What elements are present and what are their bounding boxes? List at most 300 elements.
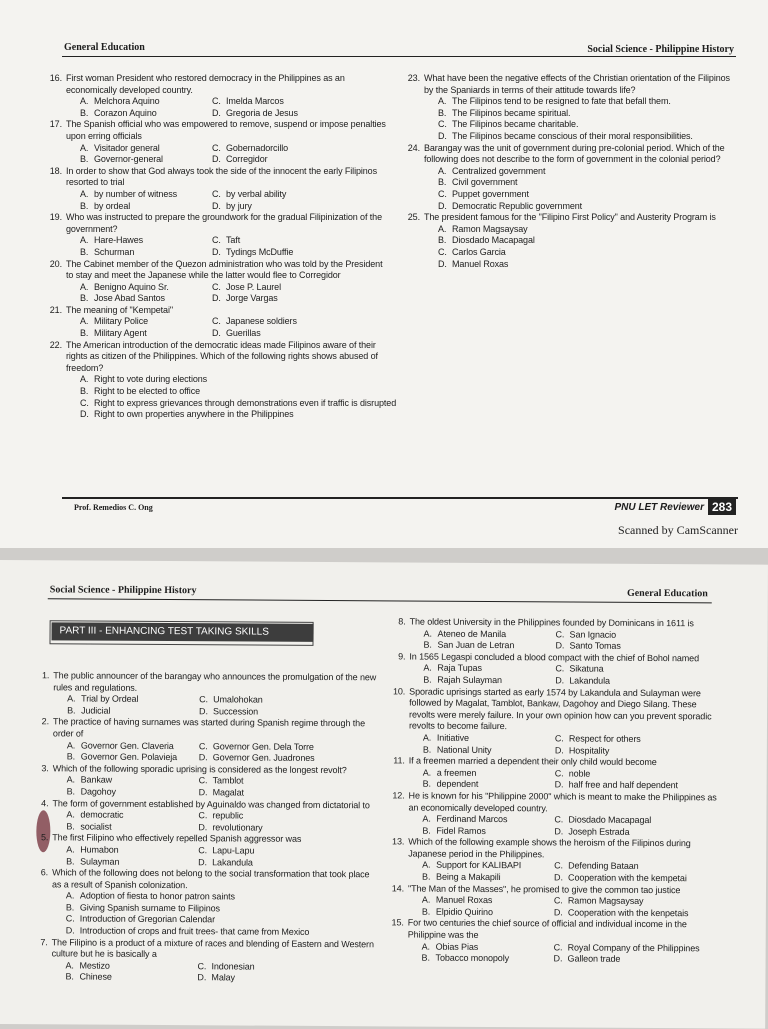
option-text: by number of witness [94,188,178,199]
option-letter: D. [197,972,207,983]
option-letter: B. [422,871,431,882]
option-letter: C. [555,628,565,640]
option-letter: D. [555,675,565,686]
option-letter: B. [438,235,447,246]
option-text: Cooperation with the kempetai [568,872,687,884]
bottom-right-column [382,616,724,966]
option-text: by ordeal [94,200,131,211]
question-item [40,305,392,340]
answer-option [80,96,212,108]
option-letter: D. [80,409,89,420]
option-text: Obias Pias [435,941,479,952]
option-letter: A. [66,774,76,785]
question-item [40,259,392,305]
option-letter: B. [66,751,76,762]
option-letter: B. [65,971,74,982]
option-text: Centralized government [452,165,546,176]
option-letter: A. [422,732,432,743]
option-text: Giving Spanish surname to Filipinos [79,902,220,914]
question-number: 2. [41,716,50,727]
option-letter: D. [212,328,221,339]
option-text: Governor Gen. Juadrones [212,752,315,764]
option-text: Royal Company of the Philippines [567,942,700,953]
option-letter: D. [555,640,565,651]
answer-option [422,825,554,837]
option-text: revolutionary [212,822,263,833]
option-letter: B. [66,786,75,797]
option-text: Carlos Garcia [452,246,506,257]
question-number: 7. [40,936,48,947]
option-letter: C. [554,733,564,744]
question-text: Which of the following does not belong to the social transformation that took place as a result of Spanish colonization. [51,867,370,890]
option-text: National Unity [436,744,492,755]
question-item [40,119,392,165]
answer-option [423,733,555,745]
question-item [382,837,722,885]
answer-option [422,906,554,918]
option-letter: D. [438,258,447,269]
option-letter: D. [212,107,221,118]
option-text: Adoption of fiesta to honor patron saints [79,890,235,902]
answer-option [80,154,212,166]
answer-option [554,861,722,874]
option-letter: A. [80,235,89,246]
answer-option [423,663,555,675]
option-letter: B. [80,386,89,397]
question-text: What have been the negative effects of the Christian orientation of the Filipinos by the Spaniards in terms of their attitude towards life? [424,73,730,95]
top-header-left: General Education [64,42,145,53]
question-item [26,867,378,939]
option-letter: C. [212,235,221,246]
answer-option [80,293,212,305]
answer-option [66,810,198,822]
option-letter: C. [554,768,564,779]
option-text: The Filipinos became charitable. [452,119,579,130]
question-text: Who was instructed to prepare the groundwork for the gradual Filipinization of the government? [66,212,382,234]
answer-option [422,895,554,907]
answer-options [66,143,392,166]
option-letter: B. [66,855,75,866]
option-text: a freemen [436,767,477,778]
option-letter: D. [212,293,221,304]
option-letter: C. [197,961,207,972]
option-text: Melchora Aquino [94,96,160,107]
answer-option [212,293,392,305]
option-text: Santo Tomas [569,640,621,651]
option-letter: D. [198,856,208,867]
answer-options [409,767,723,792]
answer-option [554,814,722,827]
option-letter: A. [66,809,75,820]
option-letter: B. [421,906,431,917]
option-letter: D. [198,787,208,798]
option-text: Lakandula [212,856,253,868]
answer-option [554,826,722,839]
option-letter: C. [198,810,208,821]
answer-option [423,640,555,652]
option-letter: B. [422,825,431,836]
answer-option [438,224,740,236]
option-letter: A. [67,693,76,704]
option-text: Introduction of Gregorian Calendar [79,913,216,925]
answer-option [80,409,396,421]
question-text: If a freemen married a dependent their only child would become [408,755,657,768]
option-text: Right to own properties anywhere in the Philippines [94,409,294,420]
question-number: 11. [393,755,405,766]
question-item [383,651,723,688]
answer-option [212,328,392,340]
option-letter: D. [212,200,221,211]
answer-option [80,201,212,213]
option-letter: B. [66,821,75,832]
option-letter: C. [212,281,221,292]
option-text: democratic [80,809,124,820]
answer-option [554,954,722,967]
option-text: The Filipinos became conscious of their moral responsibilities. [452,130,693,141]
option-text: noble [568,768,591,779]
option-text: The Filipinos tend to be resigned to fate that befall them. [452,96,671,107]
question-number: 16. [49,73,62,83]
option-text: Humabon [80,844,119,855]
option-letter: A. [422,860,431,871]
question-text: In order to show that God always took the side of the innocent the early Filipinos resorted to trial [66,165,377,188]
answer-option [438,119,740,131]
option-text: Cooperation with the kenpetais [567,907,689,919]
answer-options [409,732,723,757]
option-text: Sulayman [80,855,120,867]
question-text: In 1565 Legaspi concluded a blood compact with the chief of Bohol named [409,651,700,664]
answer-option [212,143,392,155]
question-item [382,918,722,966]
option-text: Puppet government [452,188,529,199]
option-text: Malay [211,972,235,983]
option-text: Taft [226,235,241,246]
page-number: 283 [708,499,736,515]
answer-option [212,235,392,247]
option-letter: A. [80,188,89,199]
option-letter: A. [438,223,447,234]
option-text: Initiative [436,732,469,743]
option-text: Diosdado Macapagal [568,814,652,826]
option-text: Elpidio Quirino [435,906,493,917]
option-text: Gobernadorcillo [226,142,289,153]
question-number: 24. [407,142,420,153]
bottom-left-column [25,670,379,985]
question-number: 20. [49,258,62,269]
option-text: Jose Abad Santos [94,293,165,304]
answer-options [66,235,392,258]
option-letter: A. [80,316,89,327]
question-text: For two centuries the chief source of official and individual income in the Philippine was the [407,917,687,940]
question-item [26,832,378,869]
question-number: 25. [407,212,420,223]
option-text: Hospitality [568,745,610,756]
answer-option [554,942,722,955]
option-text: Being a Makapili [436,871,501,883]
option-text: Jorge Vargas [226,293,278,304]
answer-option [67,694,199,706]
question-text: First woman President who restored democracy in the Philippines as an economically developed country. [66,73,345,95]
option-text: Imelda Marcos [226,96,284,107]
answer-options [66,374,397,420]
question-item [40,166,392,212]
answer-option [67,786,199,798]
option-text: Judicial [81,705,111,716]
option-text: Governor Gen. Dela Torre [212,740,314,752]
option-text: Manuel Roxas [435,894,493,906]
answer-option [212,316,392,328]
answer-option [212,154,392,166]
top-right-column [398,73,740,270]
answer-options [52,844,378,869]
top-header-rule [62,56,736,57]
option-letter: A. [422,813,431,824]
answer-option [554,872,722,885]
answer-option [80,328,212,340]
option-letter: D. [554,826,564,837]
option-text: Visitador general [94,142,160,153]
question-item [40,73,392,119]
answer-option [66,856,198,868]
question-text: The meaning of "Kempetai" [66,304,173,315]
answer-options [53,775,379,800]
answer-option [423,767,555,779]
question-item [398,73,740,143]
option-text: Schurman [94,246,135,257]
option-text: Sikatuna [569,663,604,675]
answer-option [80,374,396,386]
bottom-header-rule [48,598,712,603]
option-letter: D. [65,925,75,936]
option-letter: B. [80,293,89,304]
option-text: Trial by Ordeal [81,693,139,705]
option-text: Japanese soldiers [226,316,297,327]
answer-option [212,108,392,120]
option-letter: A. [423,628,432,639]
question-number: 18. [49,165,62,176]
question-number: 23. [407,73,420,83]
answer-option [438,131,740,143]
question-text: Sporadic uprisings started as early 1574 by Lakandula and Sulayman were followed by Magalat, Tamblot, Bankaw, Dagohoy and Diego Silang. These revolts were merely failure. In your own opinion how can you prevent sporadic revolts to become failure. [408,686,712,732]
answer-option [423,675,555,687]
answer-options [51,960,377,985]
answer-options [408,941,722,966]
top-header-right: Social Science - Philippine History [587,44,734,55]
answer-options [424,96,740,142]
question-text: Which of the following example shows the heroism of the Filipinos during Japanese period in the Philippines. [408,836,691,860]
bottom-header-right: General Education [626,587,708,600]
question-item [398,143,740,213]
answer-options [52,891,378,939]
question-number: 13. [392,836,405,847]
question-text: The public announcer of the barangay who announces the promulgation of the new rules and regulations. [53,670,377,693]
answer-option [424,628,556,640]
option-text: Rajah Sulayman [437,674,502,686]
answer-option [438,96,740,108]
answer-options [408,814,722,839]
question-item [383,755,723,792]
question-text: He is known for his "Philippine 2000" which is meant to make the Philippines as an economically developed country. [408,790,717,813]
question-item [27,670,379,719]
option-text: Manuel Roxas [452,258,509,269]
answer-option [423,779,555,791]
question-text: The first Filipino who effectively repelled Spanish aggressor was [52,832,302,845]
footer-reviewer-title: PNU LET Reviewer [614,501,704,513]
answer-option [67,705,199,717]
answer-option [65,960,197,972]
option-text: Gregoria de Jesus [226,107,298,118]
option-letter: D. [212,246,221,257]
answer-option [555,733,723,746]
option-letter: B. [80,200,89,211]
option-text: Support for KALIBAPI [436,860,522,871]
option-letter: B. [422,778,431,789]
footer-author: Prof. Remedios C. Ong [74,503,153,512]
option-text: Dagohoy [80,786,116,797]
option-text: Lapu-Lapu [212,845,255,856]
answer-option [438,247,740,259]
option-letter: D. [553,907,563,918]
option-text: Military Police [94,316,149,327]
option-letter: A. [66,739,76,751]
option-text: Succession [213,706,259,717]
answer-options [66,96,392,119]
option-text: Governor Gen. Polavieja [80,751,178,763]
option-text: Fidel Ramos [436,825,486,836]
question-number: 1. [41,670,50,681]
option-letter: C. [212,142,221,153]
option-text: Military Agent [94,328,147,339]
option-letter: C. [198,775,208,786]
question-item [40,212,392,258]
option-letter: A. [65,890,75,901]
option-letter: A. [438,165,447,176]
answer-option [423,744,555,756]
answer-options [66,316,392,339]
option-letter: A. [80,96,89,107]
option-letter: C. [80,397,89,408]
option-letter: C. [65,913,75,924]
option-text: dependent [436,778,479,790]
question-item [398,212,740,270]
answer-options [424,224,740,270]
option-text: Umalohokan [213,694,263,705]
question-text: The oldest University in the Philippines founded by Dominicans in 1611 is [409,616,694,629]
answer-option [555,641,723,654]
question-text: Which of the following sporadic uprising is considered as the longest revolt? [52,763,347,775]
question-item [27,717,379,766]
option-letter: B. [67,705,76,716]
question-text: The practice of having surnames was started during Spanish regime through the order of [52,716,366,739]
question-text: The Cabinet member of the Quezon administration who was told by the President to stay and meet the Japanese while the latter would flee to Corregidor [66,258,383,281]
option-text: Right to express grievances through demonstrations even if traffic is disrupted [94,397,397,408]
option-text: by jury [226,200,252,211]
answer-option [80,316,212,328]
answer-option [212,189,392,201]
option-letter: D. [198,821,208,832]
answer-option [67,740,199,752]
option-letter: D. [554,872,563,883]
part-title: PART III - ENHANCING TEST TAKING SKILLS [52,622,314,642]
option-text: Magalat [212,787,244,798]
option-letter: C. [212,188,221,199]
question-text: The Filipino is a product of a mixture of races and blending of Eastern and Western culture but he is basically a [51,936,374,960]
answer-option [554,907,722,920]
question-number: 6. [40,867,49,878]
answer-options [424,166,740,212]
question-number: 14. [391,883,405,894]
option-letter: D. [198,752,208,763]
question-item [383,616,723,653]
option-letter: C. [198,845,208,856]
option-text: Ramon Magsaysay [452,223,528,234]
option-text: Bankaw [80,774,113,786]
answer-option [555,745,723,758]
option-text: Mestizo [79,960,110,971]
option-text: Civil government [452,177,518,188]
question-number: 9. [398,651,406,662]
option-letter: D. [438,130,447,141]
option-text: Tobacco monopoly [435,952,510,964]
option-letter: C. [438,119,447,130]
answer-option [438,108,740,120]
option-text: Introduction of crops and fruit trees- that came from Mexico [79,925,310,937]
answer-option [555,675,723,688]
answer-options [53,740,379,765]
answer-option [422,872,554,884]
answer-option [438,189,740,201]
answer-option [212,282,392,294]
answer-options [53,694,379,719]
footer-reviewer [614,499,736,515]
option-letter: B. [438,107,447,118]
scan-note: Scanned by CamScanner [618,523,738,537]
option-letter: B. [80,328,89,339]
option-text: Defending Bataan [568,860,639,872]
option-text: Chinese [79,971,112,983]
question-number: 19. [49,212,62,223]
question-number: 12. [392,790,405,801]
answer-options [66,282,392,305]
answer-option [555,664,723,677]
question-number: 17. [49,119,62,130]
option-letter: D. [212,154,221,165]
answer-options [52,809,378,834]
option-letter: C. [554,814,564,825]
answer-option [67,775,199,787]
option-letter: B. [421,952,430,963]
question-item [382,790,722,838]
answer-option [80,235,212,247]
option-text: Indonesian [211,961,255,972]
option-letter: D. [554,779,564,790]
answer-option [554,896,722,909]
answer-option [438,177,740,189]
option-letter: D. [438,200,447,211]
answer-option [80,143,212,155]
question-item [40,339,397,421]
option-letter: A. [66,844,75,855]
answer-option [438,201,740,213]
option-text: Benigno Aquino Sr. [94,281,169,292]
option-text: Guerillas [226,328,261,339]
option-letter: C. [199,694,208,705]
answer-option [422,860,554,872]
option-text: Ramon Magsaysay [567,895,644,907]
option-letter: C. [212,316,221,327]
answer-options [409,663,723,688]
option-letter: C. [212,96,221,107]
